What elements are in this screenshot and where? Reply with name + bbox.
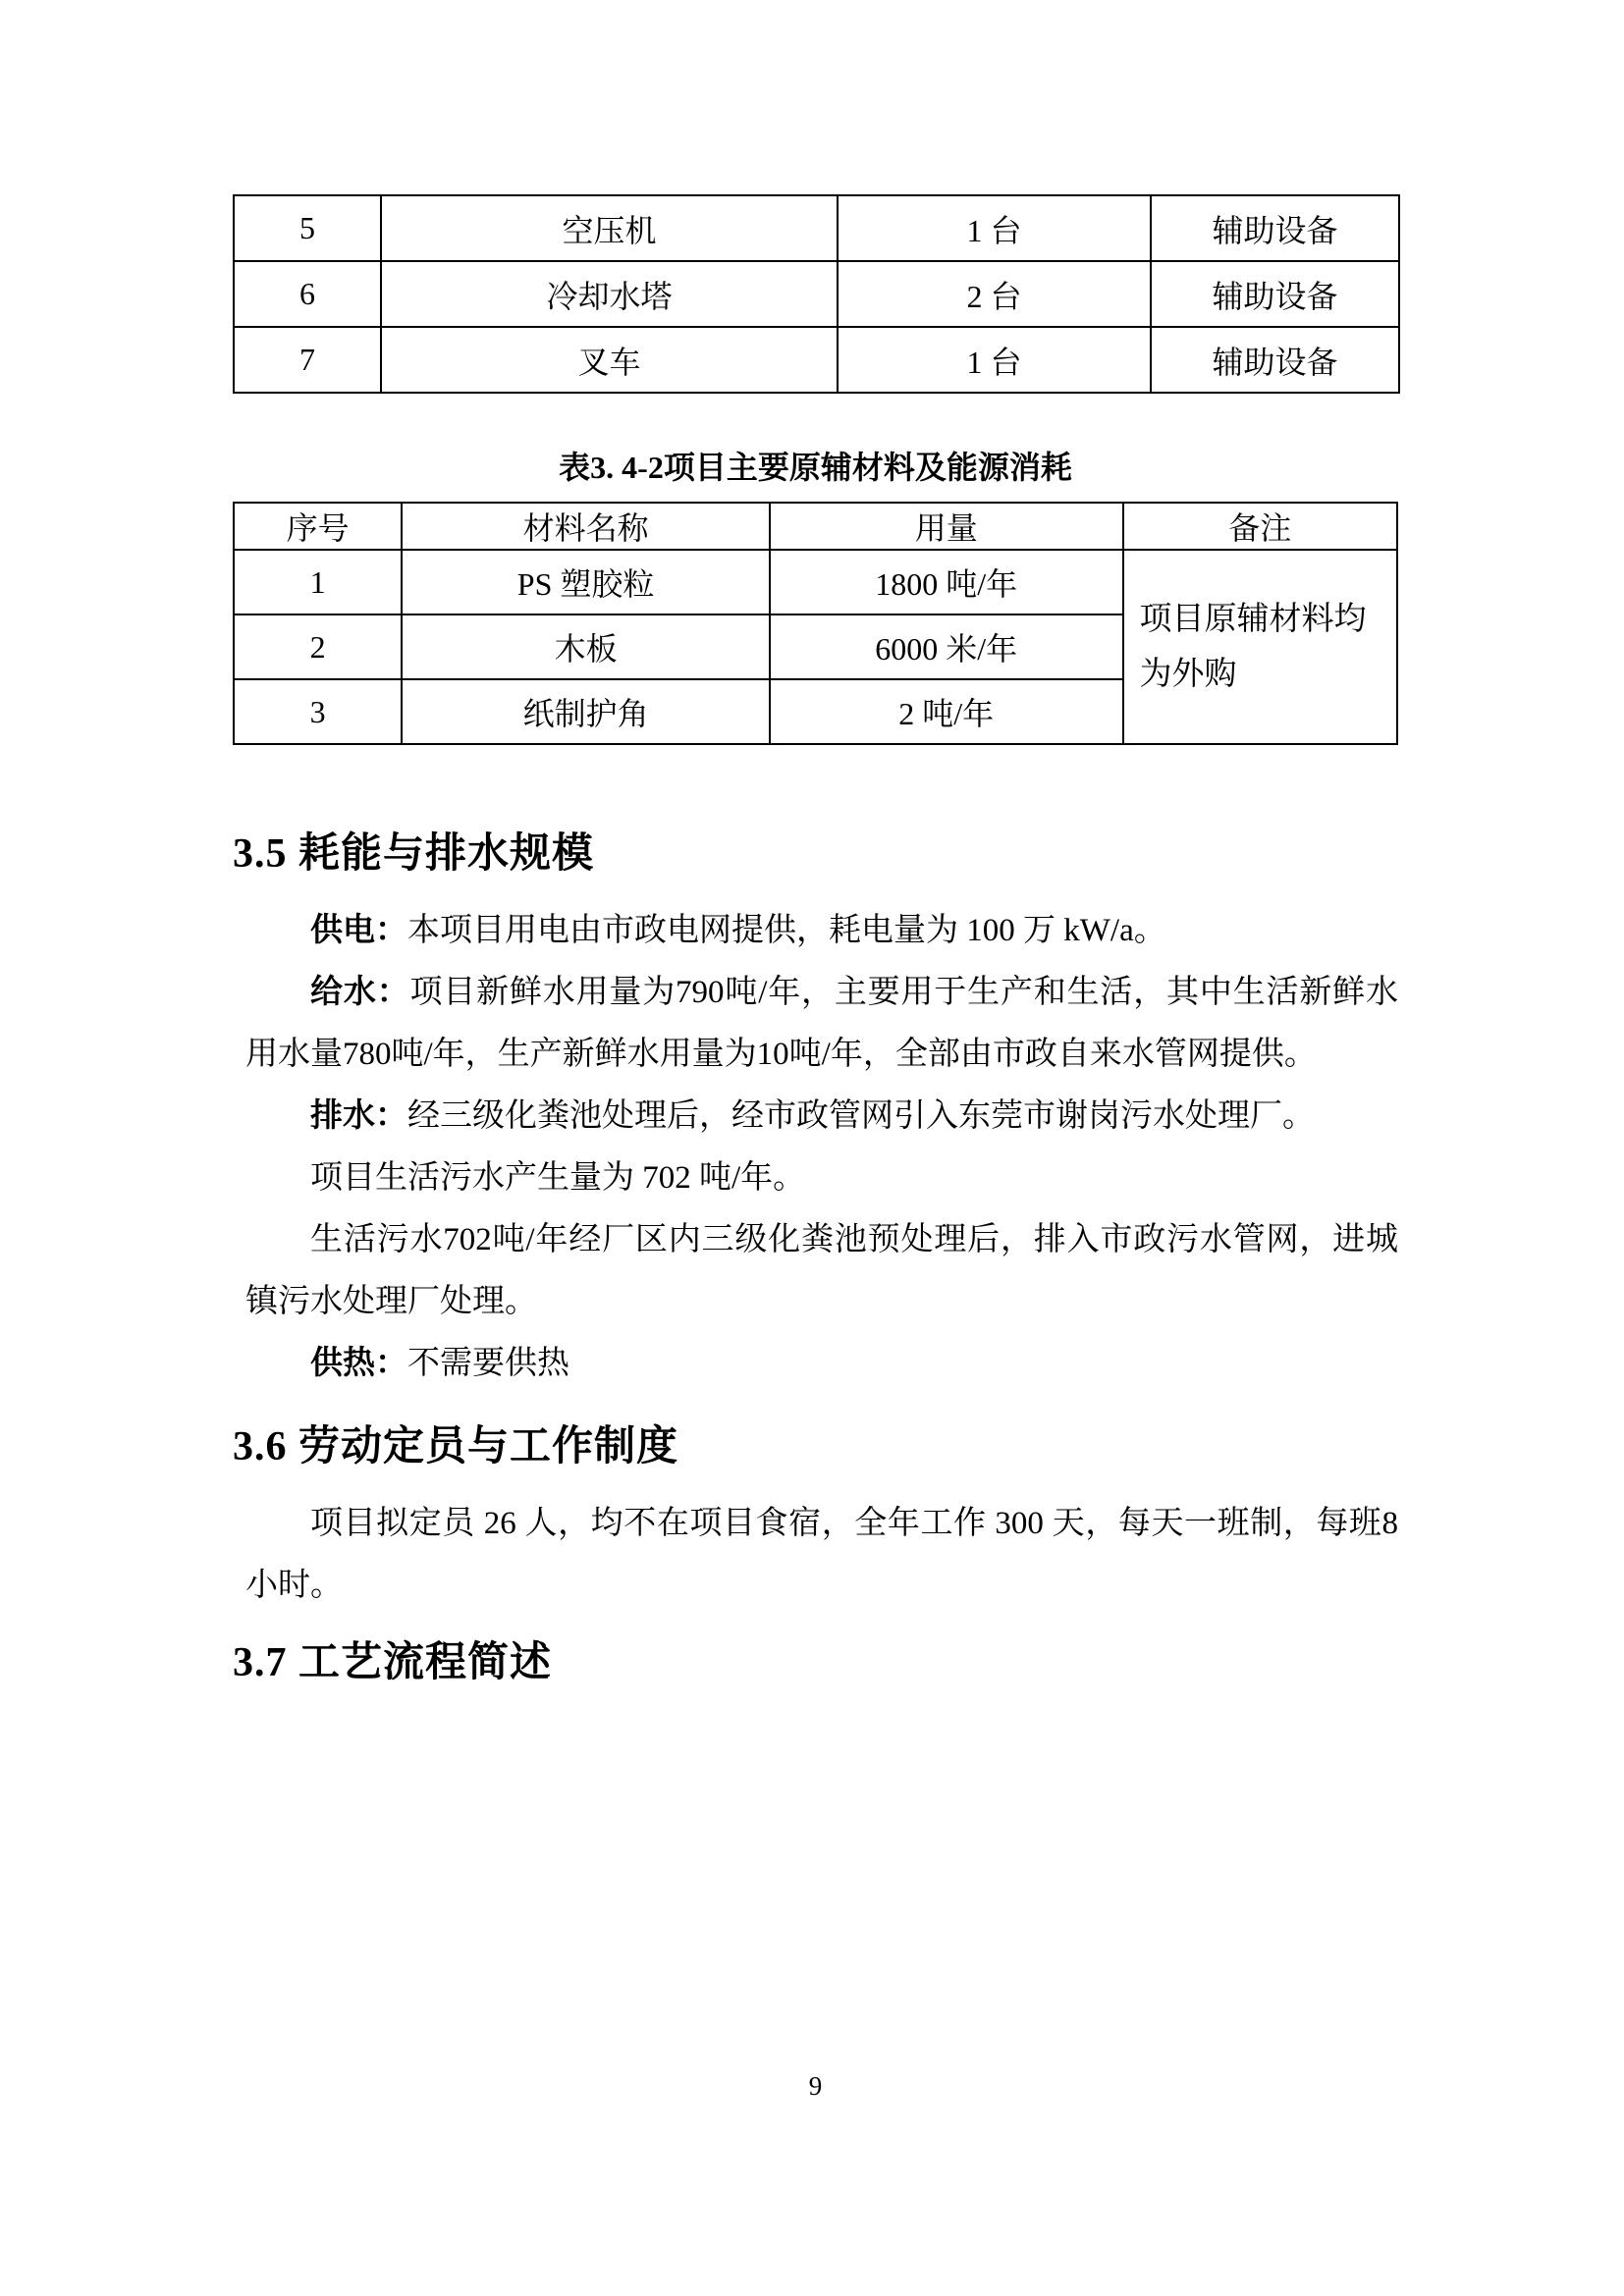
materials-row — [234, 550, 1397, 614]
paragraph — [245, 1493, 1398, 1617]
materials-row-name: 木板 — [402, 614, 770, 679]
page-content — [233, 194, 1398, 1687]
equipment-table — [233, 194, 1400, 394]
materials-row-name: PS 塑胶粒 — [402, 550, 770, 614]
materials-table-title: 表3. 4-2项目主要原辅材料及能源消耗 — [559, 450, 1072, 485]
section-heading-3-5: 3.5 耗能与排水规模 — [233, 831, 595, 877]
paragraph — [245, 1086, 1398, 1148]
paragraph — [245, 900, 1398, 962]
equipment-row-name: 空压机 — [381, 195, 838, 261]
section-heading-3-6: 3.6 劳动定员与工作制度 — [233, 1424, 679, 1469]
paragraph-text: 不需要供热 — [407, 1346, 569, 1381]
materials-header-name: 材料名称 — [402, 503, 770, 550]
equipment-row-qty: 2 台 — [838, 261, 1151, 327]
equipment-row-name: 冷却水塔 — [381, 261, 838, 327]
page-number: 9 — [808, 2071, 823, 2101]
equipment-row — [234, 195, 1399, 261]
paragraph-text: 项目生活污水产生量为 702 吨/年。 — [310, 1160, 806, 1196]
paragraph — [245, 962, 1398, 1086]
paragraph-label: 给水： — [310, 975, 410, 1010]
paragraph-text: 项目拟定员 26 人，均不在项目食宿，全年工作 300 天，每天一班制，每班8 小时。 — [245, 1506, 1398, 1603]
materials-table — [233, 502, 1398, 745]
paragraph — [245, 1333, 1398, 1395]
equipment-row-no: 7 — [234, 327, 381, 393]
equipment-row-note: 辅助设备 — [1151, 261, 1399, 327]
paragraph-text: 经三级化粪池处理后，经市政管网引入东莞市谢岗污水处理厂。 — [407, 1098, 1315, 1134]
materials-row-amount: 2 吨/年 — [770, 679, 1123, 744]
materials-row-no: 2 — [234, 614, 402, 679]
section-3-5-body — [245, 900, 1398, 1395]
materials-row-no: 1 — [234, 550, 402, 614]
equipment-row-no: 5 — [234, 195, 381, 261]
materials-header-note: 备注 — [1123, 503, 1398, 550]
equipment-row-note: 辅助设备 — [1151, 195, 1399, 261]
equipment-row — [234, 327, 1399, 393]
paragraph-label: 排水： — [310, 1098, 407, 1134]
materials-row-amount: 1800 吨/年 — [770, 550, 1123, 614]
equipment-row-note: 辅助设备 — [1151, 327, 1399, 393]
materials-row-amount: 6000 米/年 — [770, 614, 1123, 679]
paragraph-label: 供电： — [310, 913, 407, 948]
equipment-row-qty: 1 台 — [838, 195, 1151, 261]
equipment-row-qty: 1 台 — [838, 327, 1151, 393]
materials-header-row — [234, 503, 1397, 550]
paragraph-text: 生活污水702吨/年经厂区内三级化粪池预处理后，排入市政污水管网，进城镇污水处理厂处理。 — [245, 1222, 1398, 1319]
section-heading-3-7: 3.7 工艺流程简述 — [233, 1640, 553, 1685]
materials-header-no: 序号 — [234, 503, 402, 550]
materials-row-no: 3 — [234, 679, 402, 744]
paragraph-text: 项目新鲜水用量为790吨/年，主要用于生产和生活，其中生活新鲜水用水量780吨/年，生产新鲜水用量为10吨/年，全部由市政自来水管网提供。 — [245, 975, 1398, 1072]
paragraph — [245, 1209, 1398, 1333]
equipment-row — [234, 261, 1399, 327]
section-3-6-body — [245, 1493, 1398, 1617]
paragraph-label: 供热： — [310, 1346, 407, 1381]
equipment-row-no: 6 — [234, 261, 381, 327]
materials-merged-note: 项目原辅材料均为外购 — [1123, 550, 1398, 744]
materials-row-name: 纸制护角 — [402, 679, 770, 744]
equipment-row-name: 叉车 — [381, 327, 838, 393]
paragraph-text: 本项目用电由市政电网提供，耗电量为 100 万 kW/a。 — [407, 913, 1166, 948]
materials-header-amount: 用量 — [770, 503, 1123, 550]
paragraph — [245, 1148, 1398, 1209]
